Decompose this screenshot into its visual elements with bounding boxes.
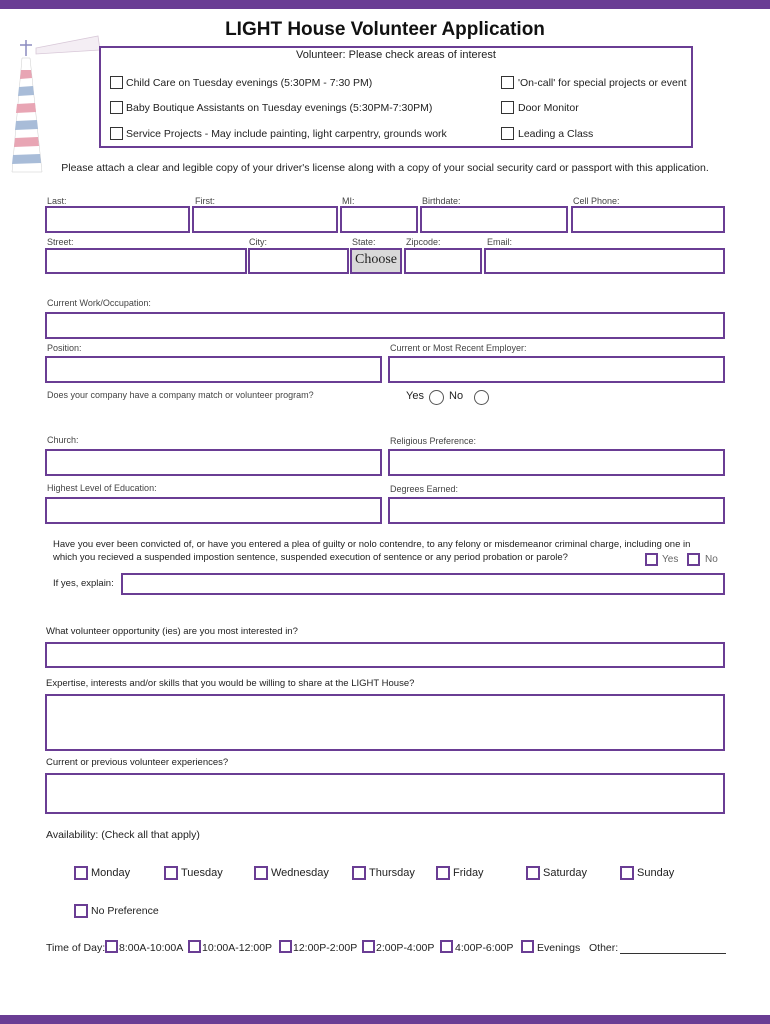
conviction-yes-checkbox[interactable]	[645, 553, 658, 566]
zipcode-field[interactable]	[404, 248, 482, 274]
church-field[interactable]	[45, 449, 382, 476]
time-8-10-checkbox[interactable]	[105, 940, 118, 953]
state-label: State:	[352, 237, 376, 247]
religion-field[interactable]	[388, 449, 725, 476]
expertise-label: Expertise, interests and/or skills that you would be willing to share at the LIGHT House?	[46, 678, 415, 689]
friday-label: Friday	[453, 867, 484, 879]
experience-field[interactable]	[45, 773, 725, 814]
time-12-2-label: 12:00P-2:00P	[293, 942, 358, 954]
time-12-2-checkbox[interactable]	[279, 940, 292, 953]
top-bar	[0, 0, 770, 9]
street-label: Street:	[47, 237, 74, 247]
zipcode-label: Zipcode:	[406, 237, 441, 247]
mi-label: MI:	[342, 196, 355, 206]
conviction-no-label: No	[705, 554, 718, 565]
employer-field[interactable]	[388, 356, 725, 383]
evenings-checkbox[interactable]	[521, 940, 534, 953]
conviction-question-line1: Have you ever been convicted of, or have you entered a plea of guilty or nolo contendre, to any felony or misdemeanor criminal charge, including one in	[53, 539, 691, 550]
interest-header: Volunteer: Please check areas of interest	[296, 49, 496, 61]
degrees-field[interactable]	[388, 497, 725, 524]
employer-label: Current or Most Recent Employer:	[390, 343, 527, 353]
other-field[interactable]	[620, 953, 726, 954]
occupation-label: Current Work/Occupation:	[47, 298, 151, 308]
expertise-field[interactable]	[45, 694, 725, 751]
tuesday-label: Tuesday	[181, 867, 223, 879]
on-call-checkbox[interactable]	[501, 76, 514, 89]
company-match-label: Does your company have a company match or volunteer program?	[47, 390, 314, 400]
lighthouse-logo	[8, 32, 108, 182]
last-name-field[interactable]	[45, 206, 190, 233]
company-match-no-label: No	[449, 390, 464, 402]
position-label: Position:	[47, 343, 82, 353]
cell-phone-label: Cell Phone:	[573, 196, 620, 206]
baby-boutique-label: Baby Boutique Assistants on Tuesday evenings (5:30PM-7:30PM)	[126, 102, 433, 114]
explain-field[interactable]	[121, 573, 725, 595]
first-name-field[interactable]	[192, 206, 338, 233]
service-projects-label: Service Projects - May include painting, light carpentry, grounds work	[126, 128, 447, 140]
time-4-6-label: 4:00P-6:00P	[455, 942, 514, 954]
street-field[interactable]	[45, 248, 247, 274]
attachment-instruction: Please attach a clear and legible copy of your driver's license along with a copy of your social security card or passport with this application.	[61, 162, 709, 174]
evenings-label: Evenings	[537, 942, 581, 954]
explain-label: If yes, explain:	[53, 578, 114, 589]
leading-class-checkbox[interactable]	[501, 127, 514, 140]
door-monitor-checkbox[interactable]	[501, 101, 514, 114]
city-label: City:	[249, 237, 267, 247]
company-match-yes-label: Yes	[406, 390, 424, 402]
email-label: Email:	[487, 237, 513, 247]
wednesday-checkbox[interactable]	[254, 866, 268, 880]
experience-label: Current or previous volunteer experiences?	[46, 757, 229, 768]
wednesday-label: Wednesday	[271, 867, 329, 879]
time-10-12-checkbox[interactable]	[188, 940, 201, 953]
child-care-checkbox[interactable]	[110, 76, 123, 89]
city-field[interactable]	[248, 248, 349, 274]
door-monitor-label: Door Monitor	[518, 102, 579, 114]
sunday-label: Sunday	[637, 867, 675, 879]
time-2-4-checkbox[interactable]	[362, 940, 375, 953]
saturday-label: Saturday	[543, 867, 588, 879]
page-title: LIGHT House Volunteer Application	[225, 19, 545, 40]
email-field[interactable]	[484, 248, 725, 274]
other-label: Other:	[589, 942, 619, 954]
conviction-question-line2: which you recieved a suspended impostion sentence, suspended execution of sentence or any period probation or parole?	[53, 552, 568, 563]
monday-label: Monday	[91, 867, 131, 879]
cell-phone-field[interactable]	[571, 206, 725, 233]
baby-boutique-checkbox[interactable]	[110, 101, 123, 114]
conviction-yes-label: Yes	[662, 554, 679, 565]
position-field[interactable]	[45, 356, 382, 383]
religion-label: Religious Preference:	[390, 436, 477, 446]
availability-label: Availability: (Check all that apply)	[46, 829, 200, 841]
child-care-label: Child Care on Tuesday evenings (5:30PM - 7:30 PM)	[126, 77, 373, 89]
service-projects-checkbox[interactable]	[110, 127, 123, 140]
degrees-label: Degrees Earned:	[390, 484, 459, 494]
monday-checkbox[interactable]	[74, 866, 88, 880]
time-4-6-checkbox[interactable]	[440, 940, 453, 953]
no-preference-checkbox[interactable]	[74, 904, 88, 918]
church-label: Church:	[47, 435, 79, 445]
company-match-yes-radio[interactable]	[429, 390, 444, 405]
education-label: Highest Level of Education:	[47, 483, 157, 493]
thursday-label: Thursday	[369, 867, 415, 879]
birthdate-field[interactable]	[420, 206, 568, 233]
time-10-12-label: 10:00A-12:00P	[202, 942, 273, 954]
on-call-label: 'On-call' for special projects or event	[518, 77, 687, 89]
company-match-no-radio[interactable]	[474, 390, 489, 405]
no-preference-label: No Preference	[91, 905, 159, 917]
opportunity-label: What volunteer opportunity (ies) are you most interested in?	[46, 626, 298, 637]
opportunity-field[interactable]	[45, 642, 725, 668]
leading-class-label: Leading a Class	[518, 128, 594, 140]
sunday-checkbox[interactable]	[620, 866, 634, 880]
tuesday-checkbox[interactable]	[164, 866, 178, 880]
time-of-day-label: Time of Day:	[46, 942, 106, 954]
time-2-4-label: 2:00P-4:00P	[376, 942, 435, 954]
first-name-label: First:	[195, 196, 215, 206]
occupation-field[interactable]	[45, 312, 725, 339]
education-field[interactable]	[45, 497, 382, 524]
birthdate-label: Birthdate:	[422, 196, 461, 206]
friday-checkbox[interactable]	[436, 866, 450, 880]
mi-field[interactable]	[340, 206, 418, 233]
time-8-10-label: 8:00A-10:00A	[119, 942, 184, 954]
bottom-bar	[0, 1015, 770, 1024]
last-name-label: Last:	[47, 196, 67, 206]
saturday-checkbox[interactable]	[526, 866, 540, 880]
conviction-no-checkbox[interactable]	[687, 553, 700, 566]
thursday-checkbox[interactable]	[352, 866, 366, 880]
state-select[interactable]: Choose	[350, 248, 402, 274]
